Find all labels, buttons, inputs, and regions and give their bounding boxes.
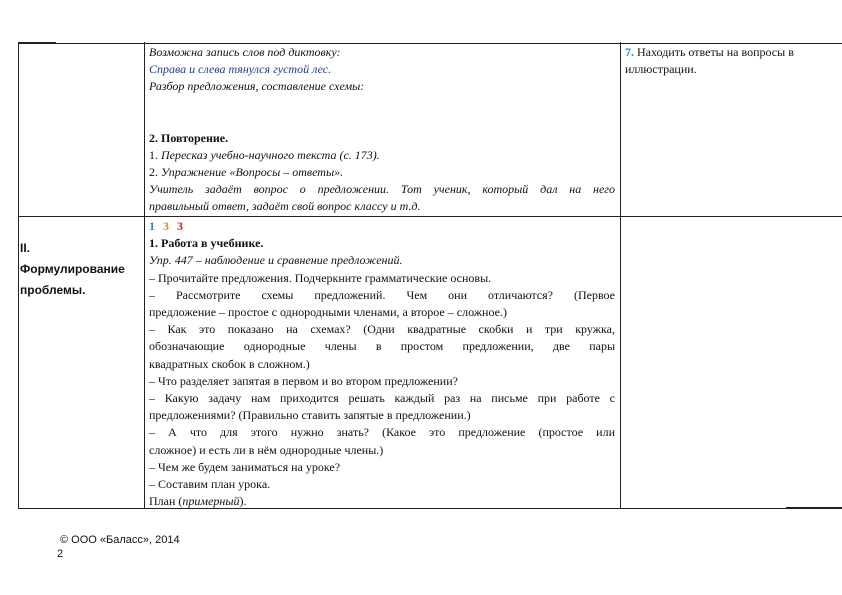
dictation-sentence: Справа и слева тянулся густой лес. [149, 62, 332, 77]
spacer [149, 96, 615, 130]
copyright-footer: © ООО «Баласс», 2014 [60, 534, 180, 546]
marker-blue: 1 [149, 219, 155, 233]
dictation-note: Возможна запись слов под диктовку: [149, 45, 341, 59]
stage-title-line: Формулирование [20, 262, 125, 276]
repetition-heading: 2. Повторение. [149, 130, 229, 145]
repetition-item-2 [149, 164, 615, 181]
item-number: 1. [149, 147, 158, 162]
page-number: 2 [57, 548, 64, 560]
stage-number: II. [20, 241, 31, 255]
color-markers [149, 218, 615, 235]
dialog-line: сложное) и есть ли в нём однородные члены.) [149, 442, 384, 457]
item-text: Пересказ учебно-научного текста (с. 173). [161, 147, 380, 162]
dialog-line: квадратных скобок в сложном.) [149, 356, 310, 371]
row1-skills-cell [625, 44, 837, 78]
skill-line: иллюстрации. [625, 62, 697, 77]
column-divider-2 [620, 42, 621, 509]
dialog-line: – Какую задачу нам приходится решать каждый раз на письме при работе с [149, 391, 615, 406]
dialog-line: – А что для этого нужно знать? (Какое это предложение (простое или [149, 425, 615, 440]
dialog-line: предложениями? (Правильно ставить запятые в предложении.) [149, 408, 471, 423]
table-top-border-left [18, 42, 56, 44]
dialog-line: – Рассмотрите схемы предложений. Чем они отличаются? (Первое [149, 287, 615, 302]
table-bottom-border-right [786, 507, 842, 509]
dialog-line: обозначающие однородные члены в простом предложении, две пары [149, 339, 615, 354]
plan-prefix: План ( [149, 494, 183, 509]
column-divider-1 [144, 42, 145, 509]
stage-title-line: проблемы. [20, 283, 86, 297]
row-divider [18, 216, 842, 217]
row2-content-cell [149, 218, 615, 510]
skill-number: 7. [625, 45, 634, 59]
teacher-instruction-line: Учитель задаёт вопрос о предложении. Тот ученик, который дал на него [149, 182, 615, 197]
dialog-line: – Что разделяет запятая в первом и во втором предложении? [149, 373, 458, 388]
dialog-line: – Прочитайте предложения. Подчеркните грамматические основы. [149, 270, 492, 285]
marker-orange: 3 [163, 219, 169, 233]
textbook-heading: 1. Работа в учебнике. [149, 236, 264, 251]
plan-line [149, 493, 615, 510]
plan-italic: примерный [182, 494, 240, 509]
table-left-border [18, 42, 19, 509]
dialog-line: – Чем же будем заниматься на уроке? [149, 459, 341, 474]
dialog-line: – Составим план урока. [149, 477, 271, 492]
repetition-item-1 [149, 147, 615, 164]
dialog-line: – Как это показано на схемах? (Одни квадратные скобки и три кружка, [149, 322, 615, 337]
marker-red: 3 [177, 219, 183, 233]
item-number: 2. [149, 165, 158, 180]
exercise-line: Упр. 447 – наблюдение и сравнение предложений. [149, 253, 403, 268]
skill-line [625, 44, 837, 61]
analysis-note: Разбор предложения, составление схемы: [149, 79, 365, 94]
item-text: Упражнение «Вопросы – ответы». [161, 165, 344, 180]
skill-text: Находить ответы на вопросы в [637, 45, 794, 59]
stage-label [20, 238, 138, 301]
teacher-instruction-line: правильный ответ, задаёт свой вопрос классу и т.д. [149, 199, 421, 214]
dialog-line: предложение – простое с однородными членами, а второе – сложное.) [149, 305, 507, 320]
row1-content-cell [149, 44, 615, 216]
plan-suffix: ). [239, 494, 247, 509]
